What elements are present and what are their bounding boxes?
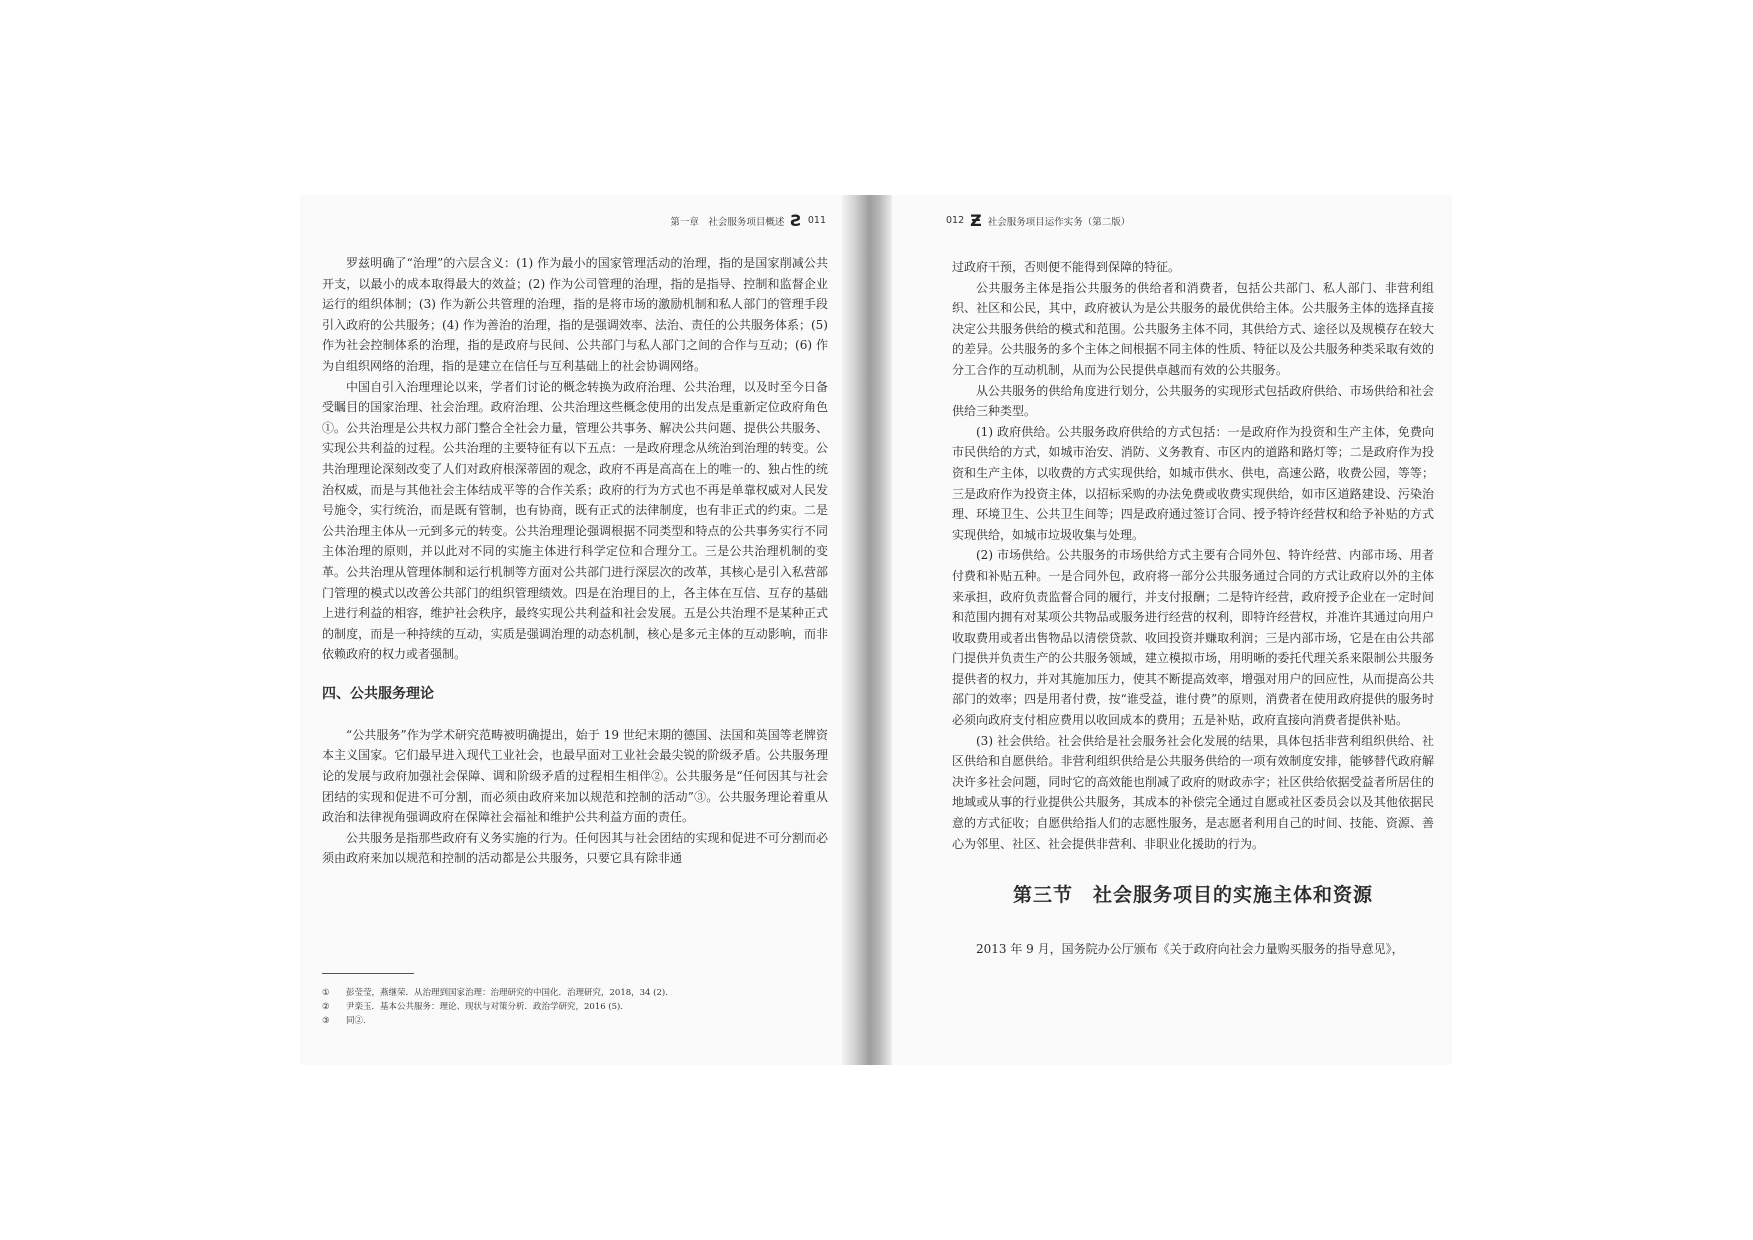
chapter-section-heading: 第三节 社会服务项目的实施主体和资源 xyxy=(1012,884,1373,907)
paragraph: “公共服务”作为学术研究范畴被明确提出，始于 19 世纪末期的德国、法国和英国等老牌资本主义国家。它们最早进入现代工业社会，也最早面对工业社会最尖锐的阶级矛盾。公共服务理论的发展与政府加强社会保障、调和阶级矛盾的过程相生相伴②。公共服务是“任何因其与社会团结的实现和促进不可分割，而必须由政府来加以规范和控制的活动”③。公共服务理论着重从政治和法律视角强调政府在保障社会福祉和维护公共利益方面的责任。 xyxy=(322,727,828,825)
chapter-title: 第一章 社会服务项目概述 xyxy=(670,216,785,228)
footnote-text: 彭莹莹，燕继荣．从治理到国家治理：治理研究的中国化．治理研究，2018，34 (2). xyxy=(346,988,668,998)
paragraph: 公共服务是指那些政府有义务实施的行为。任何因其与社会团结的实现和促进不可分割而必须由政府来加以规范和控制的活动都是公共服务，只要它具有除非通 xyxy=(322,830,828,866)
footnote xyxy=(322,986,828,1000)
footnote xyxy=(322,1014,828,1028)
footnote-mark: ② xyxy=(322,1002,330,1012)
footnotes xyxy=(322,973,828,1028)
paragraph: (1) 政府供给。公共服务政府供给的方式包括：一是政府作为投资和生产主体，免费向市民供给的方式，如城市治安、消防、义务教育、市区内的道路和路灯等；二是政府作为投资和生产主体，以收费的方式实现供给，如城市供水、供电，高速公路，收费公园，等等；三是政府作为投资主体，以招标采购的办法免费或收费实现供给，如市区道路建设、污染治理、环境卫生、公共卫生间等；四是政府通过签订合同、授予特许经营权和给予补贴的方式实现供给，如城市垃圾收集与处理。 xyxy=(952,424,1434,542)
paragraph: 中国自引入治理理论以来，学者们讨论的概念转换为政府治理、公共治理，以及时至今日备受瞩目的国家治理、社会治理。政府治理、公共治理这些概念使用的出发点是重新定位政府角色①。公共治理是公共权力部门整合全社会力量，管理公共事务、解决公共问题、提供公共服务、实现公共利益的过程。公共治理的主要特征有以下五点：一是政府理念从统治到治理的转变。公共治理理论深刻改变了人们对政府根深蒂固的观念，政府不再是高高在上的唯一的、独占性的统治权威，而是与其他社会主体结成平等的合作关系；政府的行为方式也不再是单靠权威对人民发号施令，实行统治，而是既有管制，也有协商，既有正式的法律制度，也有非正式的约束。二是公共治理主体从一元到多元的转变。公共治理理论强调根据不同类型和特点的公共事务实行不同主体治理的原则，并以此对不同的实施主体进行科学定位和合理分工。三是公共治理机制的变革。公共治理从管理体制和运行机制等方面对公共部门进行深层次的改革，其核心是引入私营部门管理的模式以改善公共部门的组织管理绩效。四是在治理目的上，各主体在互信、互存的基础上进行利益的相容，维护社会秩序，最终实现公共利益和社会发展。五是公共治理不是某种正式的制度，而是一种持续的互动，实质是强调治理的动态机制，核心是多元主体的互动影响，而非依赖政府的权力或者强制。 xyxy=(322,379,828,662)
right-page-body xyxy=(952,257,1434,960)
left-page-body xyxy=(322,253,828,869)
section-heading: 四、公共服务理论 xyxy=(322,685,434,702)
page-number: 011 xyxy=(807,215,826,226)
paragraph: 过政府干预，否则便不能得到保障的特征。 xyxy=(952,260,1181,274)
paragraph: 2013 年 9 月，国务院办公厅颁布《关于政府向社会力量购买服务的指导意见》， xyxy=(976,942,1404,957)
paragraph: (3) 社会供给。社会供给是社会服务社会化发展的结果，具体包括非营利组织供给、社区供给和自愿供给。非营利组织供给是公共服务供给的一项有效制度安排，能够替代政府解决许多社会问题，同时它的高效能也削减了政府的财政赤字；社区供给依据受益者所居住的地域或从事的行业提供公共服务，其成本的补偿完全通过自愿或社区委员会以及其他依据民意的方式征收；自愿供给指人们的志愿性服务，是志愿者利用自己的时间、技能、资源、善心为邻里、社区、社会提供非营利、非职业化援助的行为。 xyxy=(952,733,1434,851)
right-page xyxy=(878,195,1452,1065)
paragraph: 罗兹明确了“治理”的六层含义：(1) 作为最小的国家管理活动的治理，指的是国家削减公共开支，以最小的成本取得最大的效益；(2) 作为公司管理的治理，指的是指导、控制和监督企业运行的组织体制；(3) 作为新公共管理的治理，指的是将市场的激励机制和私人部门的管理手段引入政府的公共服务；(4) 作为善治的治理，指的是强调效率、法治、责任的公共服务体系；(5) 作为社会控制体系的治理，指的是政府与民间、公共部门与私人部门之间的合作与互动；(6) 作为自组织网络的治理，指的是建立在信任与互利基础上的社会协调网络。 xyxy=(322,256,828,373)
footnote-text: 同②. xyxy=(346,1016,366,1026)
left-page xyxy=(300,195,848,1065)
book-title: 社会服务项目运作实务（第二版） xyxy=(987,216,1131,228)
paragraph: 公共服务主体是指公共服务的供给者和消费者，包括公共部门、私人部门、非营利组织、社区和公民，其中，政府被认为是公共服务的最优供给主体。公共服务主体的选择直接决定公共服务供给的模式和范围。公共服务主体不同，其供给方式、途径以及规模存在较大的差异。公共服务的多个主体之间根据不同主体的性质、特征以及公共服务种类采取有效的分工合作的互动机制，从而为公民提供卓越而有效的公共服务。 xyxy=(952,280,1434,377)
footnote-text: 尹栾玉．基本公共服务：理论、现状与对策分析．政治学研究，2016 (5). xyxy=(346,1002,624,1012)
footnote-mark: ① xyxy=(322,988,330,998)
book-gutter xyxy=(842,195,892,1065)
page-number: 012 xyxy=(946,215,965,226)
page-marker-icon: Ƶ xyxy=(970,211,982,230)
footnote-divider xyxy=(322,973,414,974)
left-page-header xyxy=(670,211,826,230)
right-page-header xyxy=(946,211,1130,230)
paragraph: (2) 市场供给。公共服务的市场供给方式主要有合同外包、特许经营、内部市场、用者付费和补贴五种。一是合同外包，政府将一部分公共服务通过合同的方式让政府以外的主体来承担，政府负责监督合同的履行，并支付报酬；二是特许经营，政府授予企业在一定时间和范围内拥有对某项公共物品或服务进行经营的权利，即特许经营权，并准许其通过向用户收取费用或者出售物品以清偿贷款、收回投资并赚取利润；三是内部市场，它是在由公共部门提供并负责生产的公共服务领域，建立模拟市场，用明晰的委托代理关系来限制公共服务提供者的权力，并对其施加压力，使其不断提高效率，增强对用户的回应性，从而提高公共部门的效率；四是用者付费，按“谁受益，谁付费”的原则，消费者在使用政府提供的服务时必须向政府支付相应费用以收回成本的费用；五是补贴，政府直接向消费者提供补贴。 xyxy=(952,548,1434,728)
footnote-mark: ③ xyxy=(322,1016,330,1026)
page-marker-icon: Ƨ xyxy=(790,211,802,230)
paragraph: 从公共服务的供给角度进行划分，公共服务的实现形式包括政府供给、市场供给和社会供给三种类型。 xyxy=(952,383,1434,419)
footnote xyxy=(322,1000,828,1014)
